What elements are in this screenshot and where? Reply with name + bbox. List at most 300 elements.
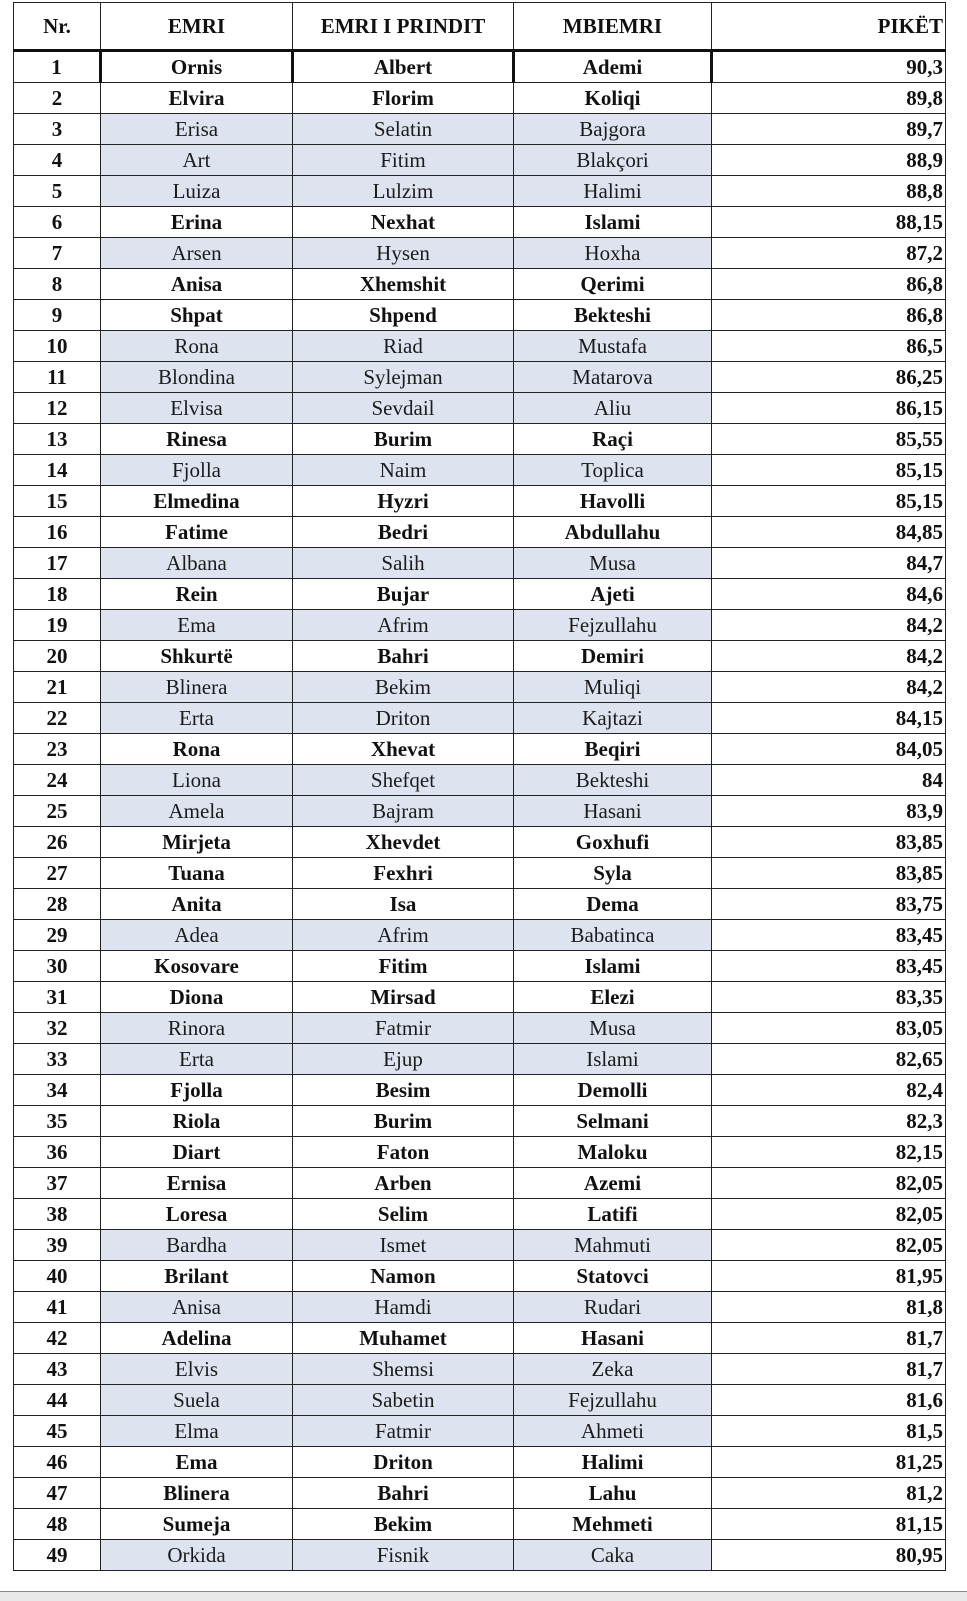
cell-emri-prindit: Bedri bbox=[293, 517, 514, 548]
cell-piket: 82,05 bbox=[712, 1199, 946, 1230]
cell-emri-prindit: Afrim bbox=[293, 610, 514, 641]
table-row bbox=[14, 1354, 946, 1385]
cell-emri-prindit: Shemsi bbox=[293, 1354, 514, 1385]
cell-emri: Riola bbox=[101, 1106, 293, 1137]
table-row bbox=[14, 176, 946, 207]
cell-emri: Arsen bbox=[101, 238, 293, 269]
table-row bbox=[14, 982, 946, 1013]
cell-emri-prindit: Besim bbox=[293, 1075, 514, 1106]
cell-emri: Art bbox=[101, 145, 293, 176]
table-row bbox=[14, 734, 946, 765]
cell-nr: 5 bbox=[14, 176, 101, 207]
cell-emri-prindit: Driton bbox=[293, 703, 514, 734]
cell-emri-prindit: Fatmir bbox=[293, 1416, 514, 1447]
table-row bbox=[14, 1137, 946, 1168]
cell-emri: Ema bbox=[101, 1447, 293, 1478]
cell-mbiemri: Maloku bbox=[514, 1137, 712, 1168]
cell-emri-prindit: Bujar bbox=[293, 579, 514, 610]
cell-piket: 81,95 bbox=[712, 1261, 946, 1292]
cell-mbiemri: Musa bbox=[514, 1013, 712, 1044]
table-row bbox=[14, 238, 946, 269]
cell-piket: 84,05 bbox=[712, 734, 946, 765]
cell-nr: 36 bbox=[14, 1137, 101, 1168]
cell-emri: Diona bbox=[101, 982, 293, 1013]
cell-mbiemri: Muliqi bbox=[514, 672, 712, 703]
table-row bbox=[14, 1199, 946, 1230]
table-row bbox=[14, 145, 946, 176]
cell-emri: Adea bbox=[101, 920, 293, 951]
cell-piket: 83,45 bbox=[712, 951, 946, 982]
table-row bbox=[14, 455, 946, 486]
cell-piket: 85,15 bbox=[712, 486, 946, 517]
cell-emri-prindit: Selim bbox=[293, 1199, 514, 1230]
cell-piket: 84,85 bbox=[712, 517, 946, 548]
cell-mbiemri: Islami bbox=[514, 951, 712, 982]
cell-emri: Brilant bbox=[101, 1261, 293, 1292]
cell-emri: Rinora bbox=[101, 1013, 293, 1044]
table-row bbox=[14, 1044, 946, 1075]
cell-emri-prindit: Bahri bbox=[293, 1478, 514, 1509]
cell-piket: 86,5 bbox=[712, 331, 946, 362]
cell-nr: 12 bbox=[14, 393, 101, 424]
cell-emri: Anisa bbox=[101, 269, 293, 300]
cell-piket: 81,7 bbox=[712, 1323, 946, 1354]
cell-emri-prindit: Nexhat bbox=[293, 207, 514, 238]
cell-mbiemri: Ajeti bbox=[514, 579, 712, 610]
cell-nr: 25 bbox=[14, 796, 101, 827]
cell-mbiemri: Halimi bbox=[514, 1447, 712, 1478]
cell-emri-prindit: Ejup bbox=[293, 1044, 514, 1075]
cell-nr: 9 bbox=[14, 300, 101, 331]
cell-mbiemri: Demolli bbox=[514, 1075, 712, 1106]
cell-piket: 87,2 bbox=[712, 238, 946, 269]
cell-emri-prindit: Riad bbox=[293, 331, 514, 362]
cell-emri: Liona bbox=[101, 765, 293, 796]
cell-emri-prindit: Fitim bbox=[293, 145, 514, 176]
cell-emri-prindit: Hyzri bbox=[293, 486, 514, 517]
cell-emri-prindit: Naim bbox=[293, 455, 514, 486]
cell-piket: 82,65 bbox=[712, 1044, 946, 1075]
cell-nr: 11 bbox=[14, 362, 101, 393]
cell-piket: 86,15 bbox=[712, 393, 946, 424]
cell-nr: 10 bbox=[14, 331, 101, 362]
cell-piket: 85,15 bbox=[712, 455, 946, 486]
cell-emri-prindit: Arben bbox=[293, 1168, 514, 1199]
cell-mbiemri: Selmani bbox=[514, 1106, 712, 1137]
header-row bbox=[14, 3, 946, 51]
cell-emri-prindit: Fexhri bbox=[293, 858, 514, 889]
cell-piket: 82,05 bbox=[712, 1230, 946, 1261]
cell-emri: Tuana bbox=[101, 858, 293, 889]
cell-mbiemri: Musa bbox=[514, 548, 712, 579]
cell-mbiemri: Demiri bbox=[514, 641, 712, 672]
cell-emri: Luiza bbox=[101, 176, 293, 207]
cell-mbiemri: Ahmeti bbox=[514, 1416, 712, 1447]
cell-emri-prindit: Hysen bbox=[293, 238, 514, 269]
table-row bbox=[14, 579, 946, 610]
cell-piket: 80,95 bbox=[712, 1540, 946, 1571]
cell-nr: 29 bbox=[14, 920, 101, 951]
cell-emri-prindit: Salih bbox=[293, 548, 514, 579]
table-row bbox=[14, 1447, 946, 1478]
cell-piket: 83,9 bbox=[712, 796, 946, 827]
cell-nr: 41 bbox=[14, 1292, 101, 1323]
cell-piket: 83,75 bbox=[712, 889, 946, 920]
table-row bbox=[14, 83, 946, 114]
cell-emri-prindit: Sabetin bbox=[293, 1385, 514, 1416]
cell-nr: 7 bbox=[14, 238, 101, 269]
cell-emri: Erta bbox=[101, 703, 293, 734]
cell-nr: 14 bbox=[14, 455, 101, 486]
header-mbiemri: MBIEMRI bbox=[514, 3, 712, 51]
cell-nr: 22 bbox=[14, 703, 101, 734]
table-row bbox=[14, 269, 946, 300]
cell-emri: Elvira bbox=[101, 83, 293, 114]
table-row bbox=[14, 424, 946, 455]
table-row bbox=[14, 517, 946, 548]
cell-nr: 40 bbox=[14, 1261, 101, 1292]
cell-piket: 82,05 bbox=[712, 1168, 946, 1199]
cell-nr: 3 bbox=[14, 114, 101, 145]
cell-mbiemri: Dema bbox=[514, 889, 712, 920]
cell-piket: 81,15 bbox=[712, 1509, 946, 1540]
cell-emri: Diart bbox=[101, 1137, 293, 1168]
table-row bbox=[14, 827, 946, 858]
table-row bbox=[14, 1478, 946, 1509]
cell-mbiemri: Toplica bbox=[514, 455, 712, 486]
cell-mbiemri: Havolli bbox=[514, 486, 712, 517]
table-row bbox=[14, 1168, 946, 1199]
cell-emri-prindit: Isa bbox=[293, 889, 514, 920]
table-row bbox=[14, 362, 946, 393]
cell-emri: Rona bbox=[101, 734, 293, 765]
cell-mbiemri: Abdullahu bbox=[514, 517, 712, 548]
table-row bbox=[14, 1075, 946, 1106]
cell-mbiemri: Syla bbox=[514, 858, 712, 889]
cell-mbiemri: Mahmuti bbox=[514, 1230, 712, 1261]
cell-nr: 13 bbox=[14, 424, 101, 455]
cell-emri: Albana bbox=[101, 548, 293, 579]
cell-nr: 16 bbox=[14, 517, 101, 548]
cell-emri-prindit: Bekim bbox=[293, 1509, 514, 1540]
table-row bbox=[14, 889, 946, 920]
cell-mbiemri: Fejzullahu bbox=[514, 1385, 712, 1416]
cell-nr: 34 bbox=[14, 1075, 101, 1106]
cell-piket: 83,85 bbox=[712, 858, 946, 889]
table-row bbox=[14, 641, 946, 672]
cell-mbiemri: Aliu bbox=[514, 393, 712, 424]
cell-emri-prindit: Bajram bbox=[293, 796, 514, 827]
cell-nr: 1 bbox=[14, 51, 101, 83]
cell-piket: 81,8 bbox=[712, 1292, 946, 1323]
cell-emri: Rona bbox=[101, 331, 293, 362]
cell-mbiemri: Zeka bbox=[514, 1354, 712, 1385]
cell-emri-prindit: Florim bbox=[293, 83, 514, 114]
cell-emri: Orkida bbox=[101, 1540, 293, 1571]
cell-nr: 44 bbox=[14, 1385, 101, 1416]
cell-mbiemri: Koliqi bbox=[514, 83, 712, 114]
cell-nr: 19 bbox=[14, 610, 101, 641]
cell-nr: 4 bbox=[14, 145, 101, 176]
table-row bbox=[14, 703, 946, 734]
cell-nr: 21 bbox=[14, 672, 101, 703]
header-piket: PIKËT bbox=[712, 3, 946, 51]
cell-emri-prindit: Shpend bbox=[293, 300, 514, 331]
cell-nr: 20 bbox=[14, 641, 101, 672]
cell-piket: 81,6 bbox=[712, 1385, 946, 1416]
cell-nr: 15 bbox=[14, 486, 101, 517]
cell-emri: Blinera bbox=[101, 1478, 293, 1509]
cell-piket: 82,15 bbox=[712, 1137, 946, 1168]
cell-piket: 88,8 bbox=[712, 176, 946, 207]
cell-emri: Rinesa bbox=[101, 424, 293, 455]
table-body bbox=[14, 51, 946, 1571]
cell-mbiemri: Hoxha bbox=[514, 238, 712, 269]
cell-emri: Shpat bbox=[101, 300, 293, 331]
cell-nr: 26 bbox=[14, 827, 101, 858]
cell-nr: 48 bbox=[14, 1509, 101, 1540]
cell-nr: 38 bbox=[14, 1199, 101, 1230]
table-row bbox=[14, 114, 946, 145]
results-sheet bbox=[13, 2, 945, 1571]
cell-piket: 89,7 bbox=[712, 114, 946, 145]
cell-emri: Ema bbox=[101, 610, 293, 641]
cell-emri: Erisa bbox=[101, 114, 293, 145]
cell-emri-prindit: Driton bbox=[293, 1447, 514, 1478]
cell-piket: 82,3 bbox=[712, 1106, 946, 1137]
cell-nr: 18 bbox=[14, 579, 101, 610]
table-row bbox=[14, 610, 946, 641]
cell-emri: Kosovare bbox=[101, 951, 293, 982]
cell-mbiemri: Babatinca bbox=[514, 920, 712, 951]
cell-mbiemri: Bekteshi bbox=[514, 300, 712, 331]
cell-emri-prindit: Bekim bbox=[293, 672, 514, 703]
cell-emri-prindit: Albert bbox=[293, 51, 514, 83]
table-row bbox=[14, 300, 946, 331]
cell-piket: 85,55 bbox=[712, 424, 946, 455]
cell-emri: Elvisa bbox=[101, 393, 293, 424]
cell-piket: 88,15 bbox=[712, 207, 946, 238]
cell-nr: 23 bbox=[14, 734, 101, 765]
cell-mbiemri: Fejzullahu bbox=[514, 610, 712, 641]
cell-emri-prindit: Hamdi bbox=[293, 1292, 514, 1323]
cell-mbiemri: Blakçori bbox=[514, 145, 712, 176]
cell-piket: 89,8 bbox=[712, 83, 946, 114]
table-row bbox=[14, 858, 946, 889]
cell-emri-prindit: Namon bbox=[293, 1261, 514, 1292]
table-row bbox=[14, 1261, 946, 1292]
cell-nr: 2 bbox=[14, 83, 101, 114]
cell-piket: 84,6 bbox=[712, 579, 946, 610]
cell-mbiemri: Beqiri bbox=[514, 734, 712, 765]
cell-piket: 83,35 bbox=[712, 982, 946, 1013]
cell-emri: Fatime bbox=[101, 517, 293, 548]
cell-mbiemri: Hasani bbox=[514, 1323, 712, 1354]
cell-piket: 83,45 bbox=[712, 920, 946, 951]
cell-nr: 32 bbox=[14, 1013, 101, 1044]
cell-piket: 84,15 bbox=[712, 703, 946, 734]
table-row bbox=[14, 486, 946, 517]
cell-piket: 81,5 bbox=[712, 1416, 946, 1447]
header-emri-prindit: EMRI I PRINDIT bbox=[293, 3, 514, 51]
cell-emri: Loresa bbox=[101, 1199, 293, 1230]
cell-emri: Erta bbox=[101, 1044, 293, 1075]
cell-nr: 6 bbox=[14, 207, 101, 238]
cell-emri: Ornis bbox=[101, 51, 293, 83]
cell-piket: 86,8 bbox=[712, 300, 946, 331]
cell-mbiemri: Hasani bbox=[514, 796, 712, 827]
cell-emri: Bardha bbox=[101, 1230, 293, 1261]
cell-mbiemri: Islami bbox=[514, 207, 712, 238]
cell-mbiemri: Qerimi bbox=[514, 269, 712, 300]
cell-emri-prindit: Ismet bbox=[293, 1230, 514, 1261]
cell-emri: Blondina bbox=[101, 362, 293, 393]
cell-emri-prindit: Bahri bbox=[293, 641, 514, 672]
cell-emri-prindit: Faton bbox=[293, 1137, 514, 1168]
cell-mbiemri: Rudari bbox=[514, 1292, 712, 1323]
cell-nr: 35 bbox=[14, 1106, 101, 1137]
cell-piket: 84,2 bbox=[712, 641, 946, 672]
cell-piket: 84,7 bbox=[712, 548, 946, 579]
cell-piket: 81,7 bbox=[712, 1354, 946, 1385]
cell-nr: 24 bbox=[14, 765, 101, 796]
cell-emri: Mirjeta bbox=[101, 827, 293, 858]
cell-piket: 84,2 bbox=[712, 610, 946, 641]
results-table bbox=[13, 2, 946, 1571]
table-row bbox=[14, 951, 946, 982]
cell-mbiemri: Goxhufi bbox=[514, 827, 712, 858]
cell-emri: Elma bbox=[101, 1416, 293, 1447]
cell-mbiemri: Kajtazi bbox=[514, 703, 712, 734]
table-row bbox=[14, 548, 946, 579]
cell-nr: 30 bbox=[14, 951, 101, 982]
table-row bbox=[14, 1323, 946, 1354]
cell-mbiemri: Halimi bbox=[514, 176, 712, 207]
cell-emri-prindit: Muhamet bbox=[293, 1323, 514, 1354]
table-row bbox=[14, 51, 946, 83]
cell-emri: Adelina bbox=[101, 1323, 293, 1354]
cell-emri: Shkurtë bbox=[101, 641, 293, 672]
cell-mbiemri: Islami bbox=[514, 1044, 712, 1075]
cell-emri: Suela bbox=[101, 1385, 293, 1416]
cell-mbiemri: Statovci bbox=[514, 1261, 712, 1292]
cell-piket: 83,05 bbox=[712, 1013, 946, 1044]
table-row bbox=[14, 765, 946, 796]
cell-emri-prindit: Fatmir bbox=[293, 1013, 514, 1044]
cell-nr: 31 bbox=[14, 982, 101, 1013]
cell-emri-prindit: Sevdail bbox=[293, 393, 514, 424]
cell-nr: 27 bbox=[14, 858, 101, 889]
table-row bbox=[14, 207, 946, 238]
header-emri: EMRI bbox=[101, 3, 293, 51]
cell-emri: Fjolla bbox=[101, 455, 293, 486]
header-nr: Nr. bbox=[14, 3, 101, 51]
cell-nr: 28 bbox=[14, 889, 101, 920]
table-row bbox=[14, 331, 946, 362]
cell-mbiemri: Bajgora bbox=[514, 114, 712, 145]
cell-nr: 43 bbox=[14, 1354, 101, 1385]
cell-mbiemri: Bekteshi bbox=[514, 765, 712, 796]
cell-mbiemri: Matarova bbox=[514, 362, 712, 393]
table-row bbox=[14, 1230, 946, 1261]
cell-emri-prindit: Sylejman bbox=[293, 362, 514, 393]
cell-nr: 33 bbox=[14, 1044, 101, 1075]
table-row bbox=[14, 1385, 946, 1416]
table-row bbox=[14, 1509, 946, 1540]
cell-nr: 17 bbox=[14, 548, 101, 579]
cell-emri: Erina bbox=[101, 207, 293, 238]
cell-piket: 81,25 bbox=[712, 1447, 946, 1478]
cell-emri: Ernisa bbox=[101, 1168, 293, 1199]
cell-emri-prindit: Fitim bbox=[293, 951, 514, 982]
cell-nr: 49 bbox=[14, 1540, 101, 1571]
cell-nr: 47 bbox=[14, 1478, 101, 1509]
cell-emri: Amela bbox=[101, 796, 293, 827]
cell-mbiemri: Lahu bbox=[514, 1478, 712, 1509]
cell-mbiemri: Azemi bbox=[514, 1168, 712, 1199]
cell-piket: 86,8 bbox=[712, 269, 946, 300]
cell-piket: 90,3 bbox=[712, 51, 946, 83]
cell-mbiemri: Caka bbox=[514, 1540, 712, 1571]
cell-nr: 8 bbox=[14, 269, 101, 300]
cell-emri: Elvis bbox=[101, 1354, 293, 1385]
cell-nr: 37 bbox=[14, 1168, 101, 1199]
cell-piket: 81,2 bbox=[712, 1478, 946, 1509]
table-row bbox=[14, 1106, 946, 1137]
cell-emri-prindit: Burim bbox=[293, 424, 514, 455]
table-row bbox=[14, 1540, 946, 1571]
table-row bbox=[14, 393, 946, 424]
cell-piket: 88,9 bbox=[712, 145, 946, 176]
cell-piket: 86,25 bbox=[712, 362, 946, 393]
cell-emri-prindit: Xhevat bbox=[293, 734, 514, 765]
cell-nr: 45 bbox=[14, 1416, 101, 1447]
cell-mbiemri: Raçi bbox=[514, 424, 712, 455]
table-row bbox=[14, 796, 946, 827]
cell-emri: Anisa bbox=[101, 1292, 293, 1323]
cell-emri-prindit: Afrim bbox=[293, 920, 514, 951]
cell-piket: 84 bbox=[712, 765, 946, 796]
cell-emri-prindit: Mirsad bbox=[293, 982, 514, 1013]
cell-emri-prindit: Fisnik bbox=[293, 1540, 514, 1571]
cell-nr: 42 bbox=[14, 1323, 101, 1354]
table-row bbox=[14, 1013, 946, 1044]
cell-emri-prindit: Selatin bbox=[293, 114, 514, 145]
cell-emri: Rein bbox=[101, 579, 293, 610]
cell-emri: Elmedina bbox=[101, 486, 293, 517]
cell-mbiemri: Ademi bbox=[514, 51, 712, 83]
cell-emri-prindit: Xhemshit bbox=[293, 269, 514, 300]
cell-mbiemri: Mehmeti bbox=[514, 1509, 712, 1540]
cell-emri-prindit: Shefqet bbox=[293, 765, 514, 796]
table-header bbox=[14, 3, 946, 51]
cell-emri: Fjolla bbox=[101, 1075, 293, 1106]
cell-nr: 46 bbox=[14, 1447, 101, 1478]
cell-emri-prindit: Lulzim bbox=[293, 176, 514, 207]
cell-emri: Blinera bbox=[101, 672, 293, 703]
cell-mbiemri: Latifi bbox=[514, 1199, 712, 1230]
cell-piket: 83,85 bbox=[712, 827, 946, 858]
cell-emri-prindit: Xhevdet bbox=[293, 827, 514, 858]
cell-piket: 84,2 bbox=[712, 672, 946, 703]
cell-emri-prindit: Burim bbox=[293, 1106, 514, 1137]
cell-nr: 39 bbox=[14, 1230, 101, 1261]
cell-piket: 82,4 bbox=[712, 1075, 946, 1106]
table-row bbox=[14, 672, 946, 703]
table-row bbox=[14, 1292, 946, 1323]
cell-mbiemri: Mustafa bbox=[514, 331, 712, 362]
cell-emri: Sumeja bbox=[101, 1509, 293, 1540]
